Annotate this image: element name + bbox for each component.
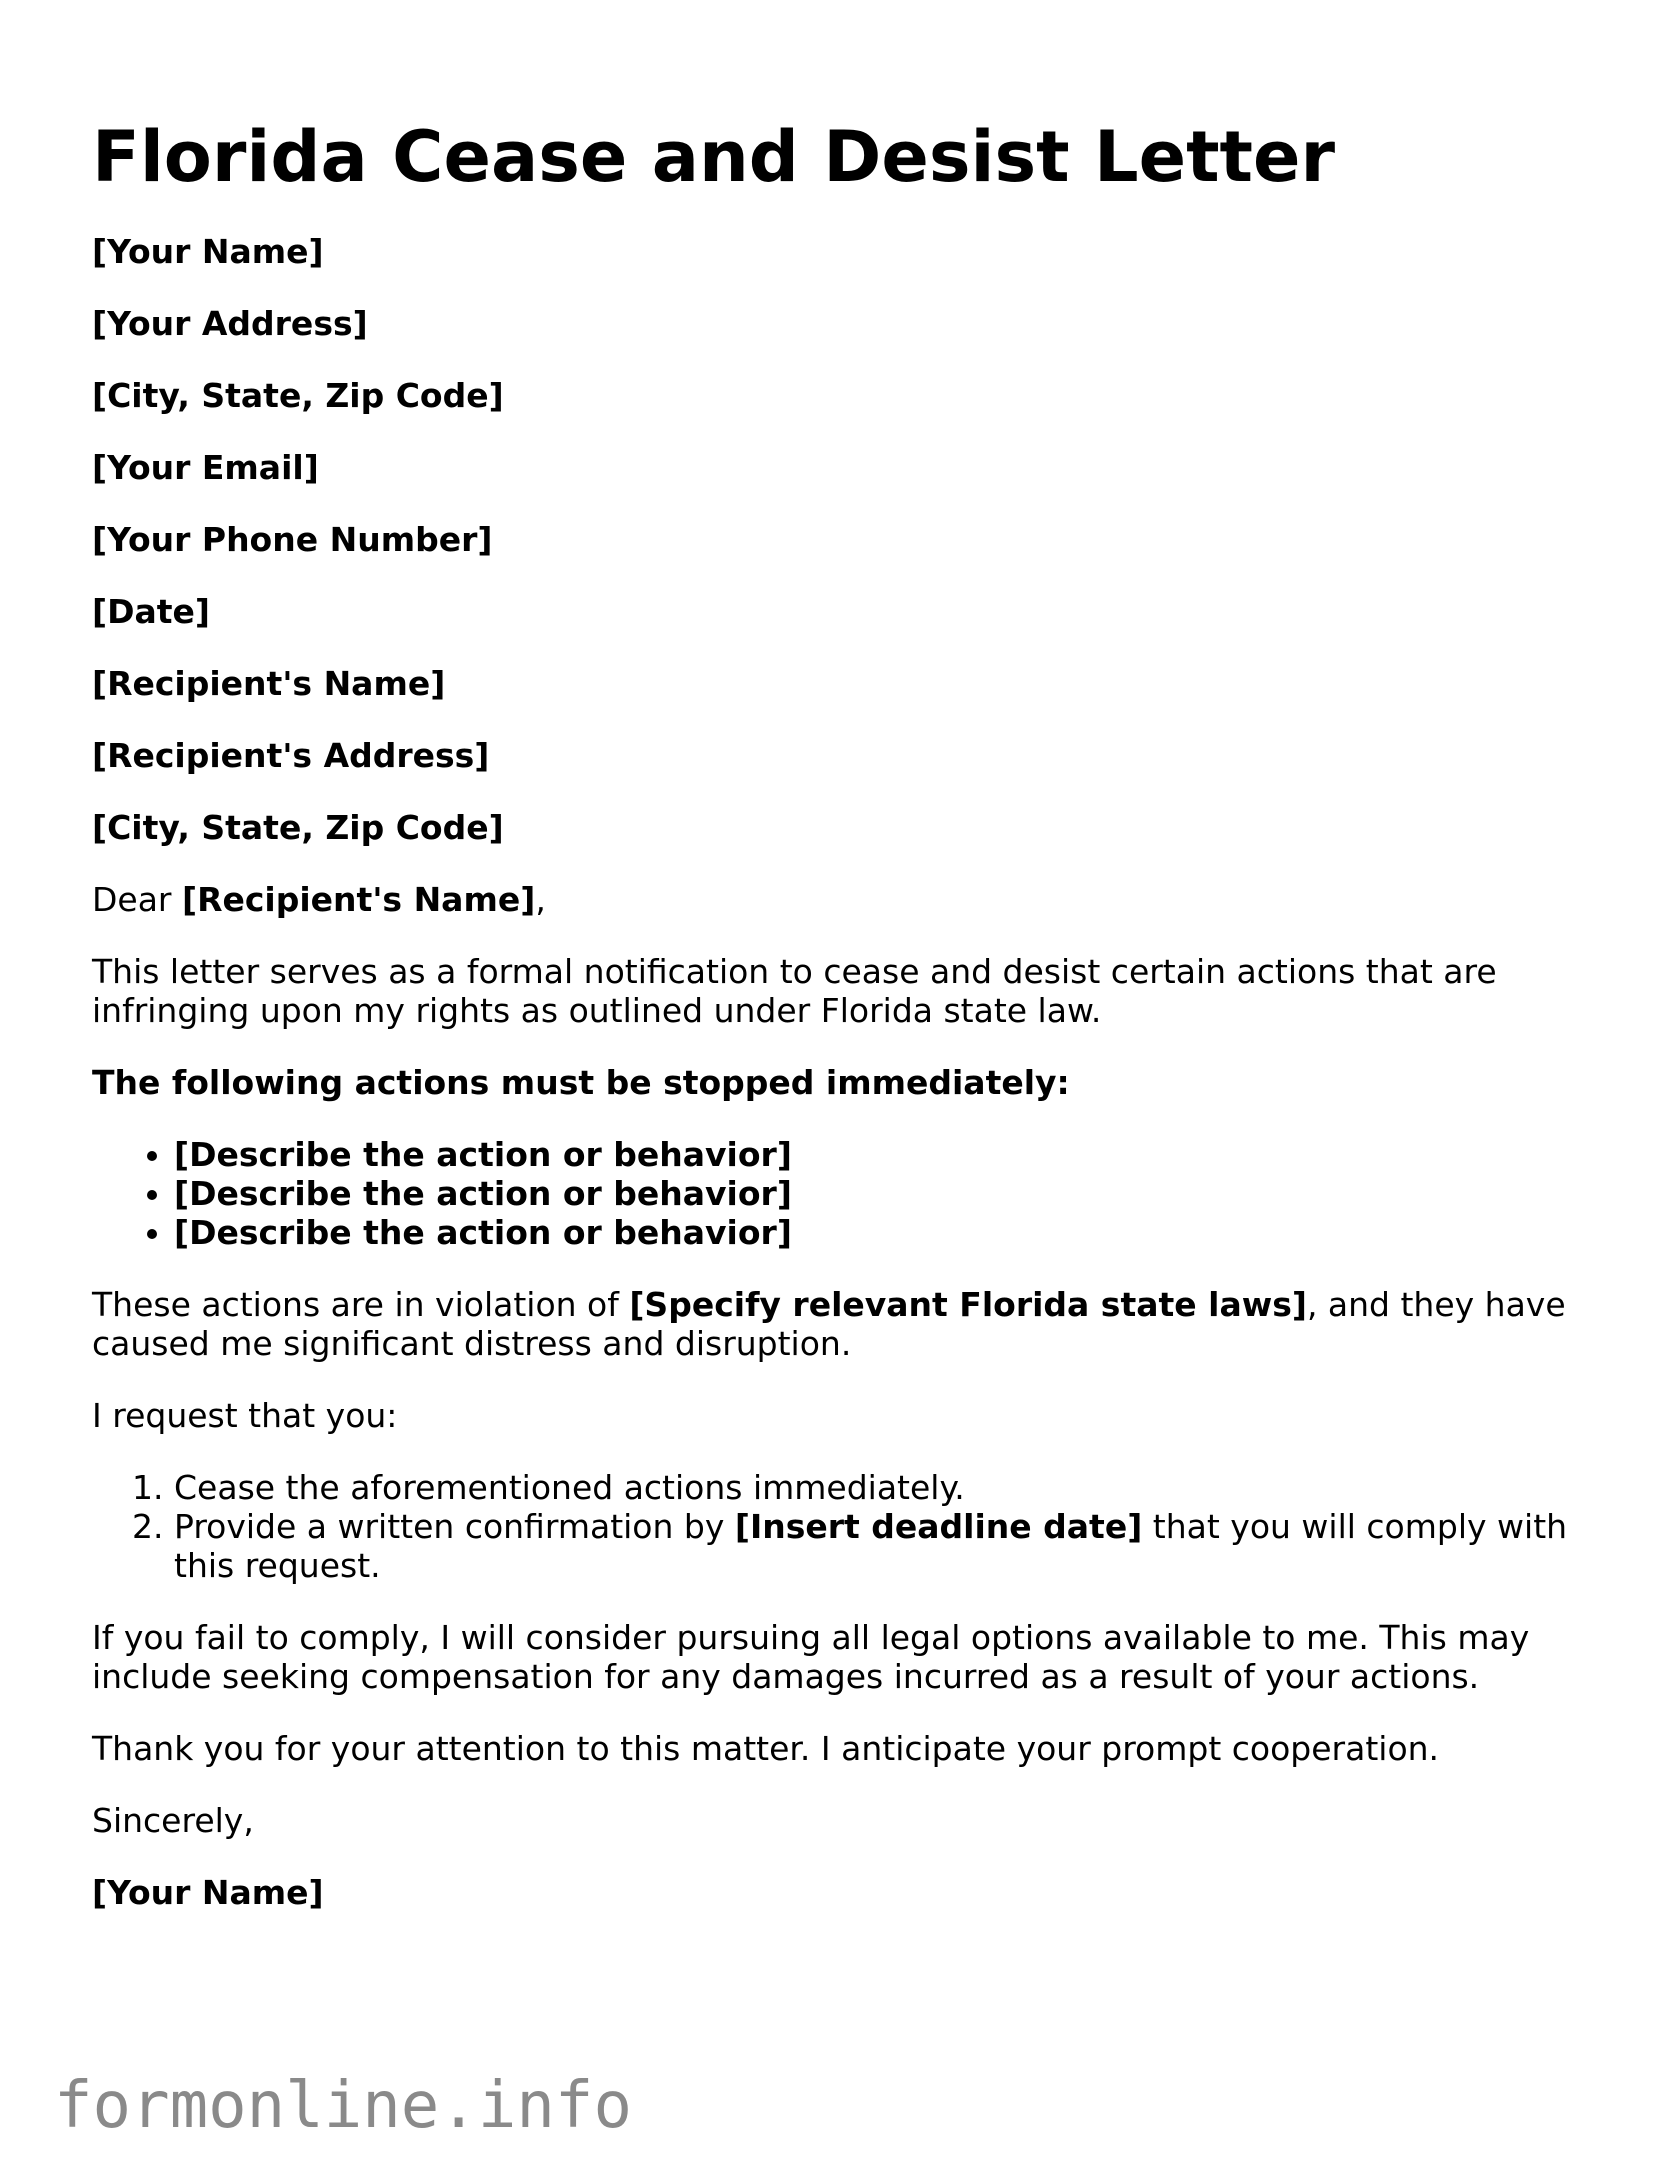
request-item-suffix: that you will comply with this request. bbox=[174, 1507, 1568, 1585]
actions-heading: The following actions must be stopped immediately: bbox=[92, 1063, 1070, 1102]
thanks-paragraph: Thank you for your attention to this matter. I anticipate your prompt cooperation. bbox=[92, 1729, 1440, 1768]
request-item bbox=[174, 1507, 1592, 1585]
signature-name: [Your Name] bbox=[92, 1873, 324, 1912]
letter-body bbox=[92, 232, 1592, 1945]
request-intro: I request that you: bbox=[92, 1396, 398, 1435]
sender-address: [Your Address] bbox=[92, 304, 368, 343]
sender-phone: [Your Phone Number] bbox=[92, 520, 493, 559]
action-item: • [Describe the action or behavior] bbox=[174, 1213, 1592, 1252]
sender-city-state-zip: [City, State, Zip Code] bbox=[92, 376, 504, 415]
violation-paragraph bbox=[92, 1285, 1592, 1363]
sender-email: [Your Email] bbox=[92, 448, 319, 487]
closing: Sincerely, bbox=[92, 1801, 254, 1840]
action-item: • [Describe the action or behavior] bbox=[174, 1135, 1592, 1174]
salutation-suffix: , bbox=[535, 880, 546, 919]
violation-suffix: , and they have caused me significant distress and disruption. bbox=[92, 1285, 1566, 1363]
violation-prefix: These actions are in violation of bbox=[92, 1285, 630, 1324]
request-item: 1. Cease the aforementioned actions immediately. bbox=[174, 1468, 1592, 1507]
salutation bbox=[92, 880, 1592, 919]
action-item: • [Describe the action or behavior] bbox=[174, 1174, 1592, 1213]
salutation-name: [Recipient's Name] bbox=[182, 880, 536, 919]
violation-laws: [Specify relevant Florida state laws] bbox=[629, 1285, 1307, 1324]
watermark: formonline.info bbox=[54, 2069, 632, 2143]
deadline-placeholder: [Insert deadline date] bbox=[734, 1507, 1143, 1546]
recipient-name: [Recipient's Name] bbox=[92, 664, 446, 703]
recipient-city-state-zip: [City, State, Zip Code] bbox=[92, 808, 504, 847]
letter-date: [Date] bbox=[92, 592, 210, 631]
sender-name: [Your Name] bbox=[92, 232, 324, 271]
requests-list bbox=[92, 1468, 1592, 1585]
recipient-address: [Recipient's Address] bbox=[92, 736, 490, 775]
intro-paragraph: This letter serves as a formal notification to cease and desist certain actions that are infringing upon my rights as outlined under Florida state law. bbox=[92, 952, 1497, 1030]
request-item-prefix: Provide a written confirmation by bbox=[174, 1507, 735, 1546]
page-title: Florida Cease and Desist Letter bbox=[92, 116, 1336, 198]
consequence-paragraph: If you fail to comply, I will consider pursuing all legal options available to me. This may include seeking compensation for any damages incurred as a result of your actions. bbox=[92, 1618, 1530, 1696]
salutation-prefix: Dear bbox=[92, 880, 182, 919]
actions-list bbox=[92, 1135, 1592, 1252]
